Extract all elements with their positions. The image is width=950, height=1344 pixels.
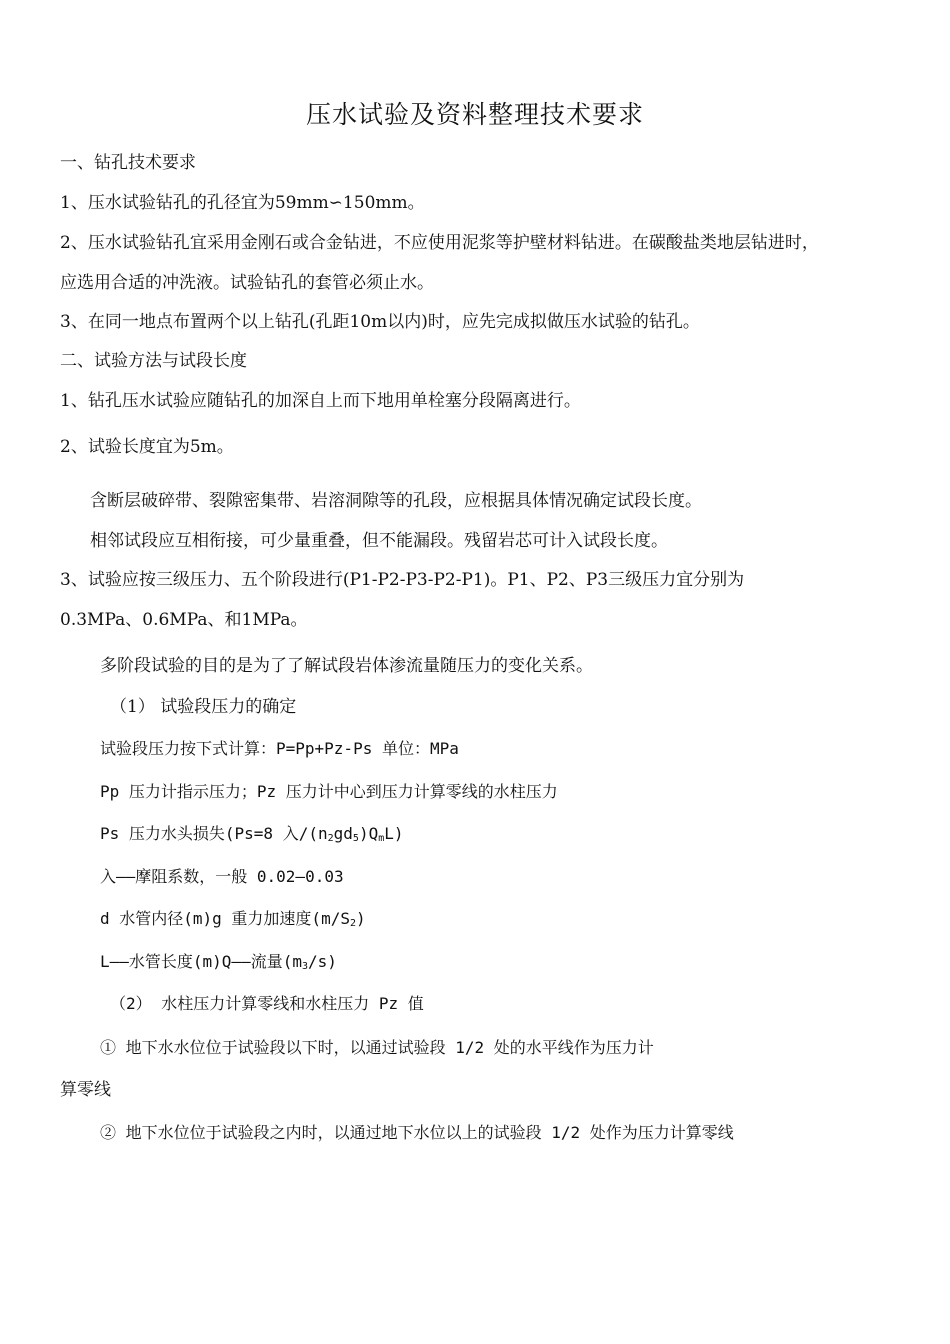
paragraph-2-3-cont: 0.3MPa、0.6MPa、和1MPa。	[60, 610, 308, 630]
document-title: 压水试验及资料整理技术要求	[305, 100, 644, 129]
definition-pp-pz: Pp 压力计指示压力；Pz 压力计中心到压力计算零线的水柱压力	[100, 782, 558, 801]
paragraph-2-2: 2、试验长度宜为5m。	[60, 437, 234, 457]
case-1-cont: 算零线	[60, 1080, 111, 1100]
section-heading-method: 二、试验方法与试段长度	[60, 351, 247, 371]
subheading-pressure: （1） 试验段压力的确定	[110, 697, 297, 717]
definition-l-q: L——水管长度(m)Q——流量$(m_3/s)$	[100, 952, 337, 972]
section-heading-drilling: 一、钻孔技术要求	[60, 153, 196, 173]
paragraph-2-2-note-b: 相邻试段应互相衔接，可少量重叠，但不能漏段。残留岩芯可计入试段长度。	[90, 531, 668, 551]
formula-pressure: 试验段压力按下式计算：P=Pp+Pz-Ps 单位：MPa	[100, 739, 459, 758]
subheading-zero-line: （2） 水柱压力计算零线和水柱压力 Pz 值	[110, 994, 424, 1013]
paragraph-1-2: 2、压水试验钻孔宜采用金刚石或合金钻进，不应使用泥浆等护壁材料钻进。在碳酸盐类地层钻进时，	[60, 233, 819, 253]
definition-lambda: 入——摩阻系数，一般 0.02—0.03	[100, 867, 344, 886]
paragraph-1-1: 1、压水试验钻孔的孔径宜为59mm∽150mm。	[60, 193, 425, 213]
paragraph-2-2-note-a: 含断层破碎带、裂隙密集带、岩溶洞隙等的孔段，应根据具体情况确定试段长度。	[90, 491, 702, 511]
paragraph-1-2-cont: 应选用合适的冲洗液。试验钻孔的套管必须止水。	[60, 273, 434, 293]
paragraph-2-3: 3、试验应按三级压力、五个阶段进行(P1-P2-P3-P2-P1)。P1、P2、P3三级压力宜分别为	[60, 570, 745, 590]
definition-d-g: d 水管内径(m)g 重力加速度$(m/S_2)$	[100, 909, 366, 929]
paragraph-2-3-purpose: 多阶段试验的目的是为了了解试段岩体渗流量随压力的变化关系。	[100, 656, 593, 676]
case-1: ① 地下水水位位于试验段以下时，以通过试验段 1/2 处的水平线作为压力计	[100, 1038, 654, 1057]
case-2: ② 地下水位位于试验段之内时，以通过地下水位以上的试验段 1/2 处作为压力计算零线	[100, 1123, 734, 1142]
paragraph-1-3: 3、在同一地点布置两个以上钻孔(孔距10m以内)时，应先完成拟做压水试验的钻孔。	[60, 312, 700, 332]
definition-ps: Ps 压力水头损失(Ps=8 入$/(n_2gd_5)Q_mL$)	[100, 824, 404, 844]
paragraph-2-1: 1、钻孔压水试验应随钻孔的加深自上而下地用单栓塞分段隔离进行。	[60, 391, 581, 411]
